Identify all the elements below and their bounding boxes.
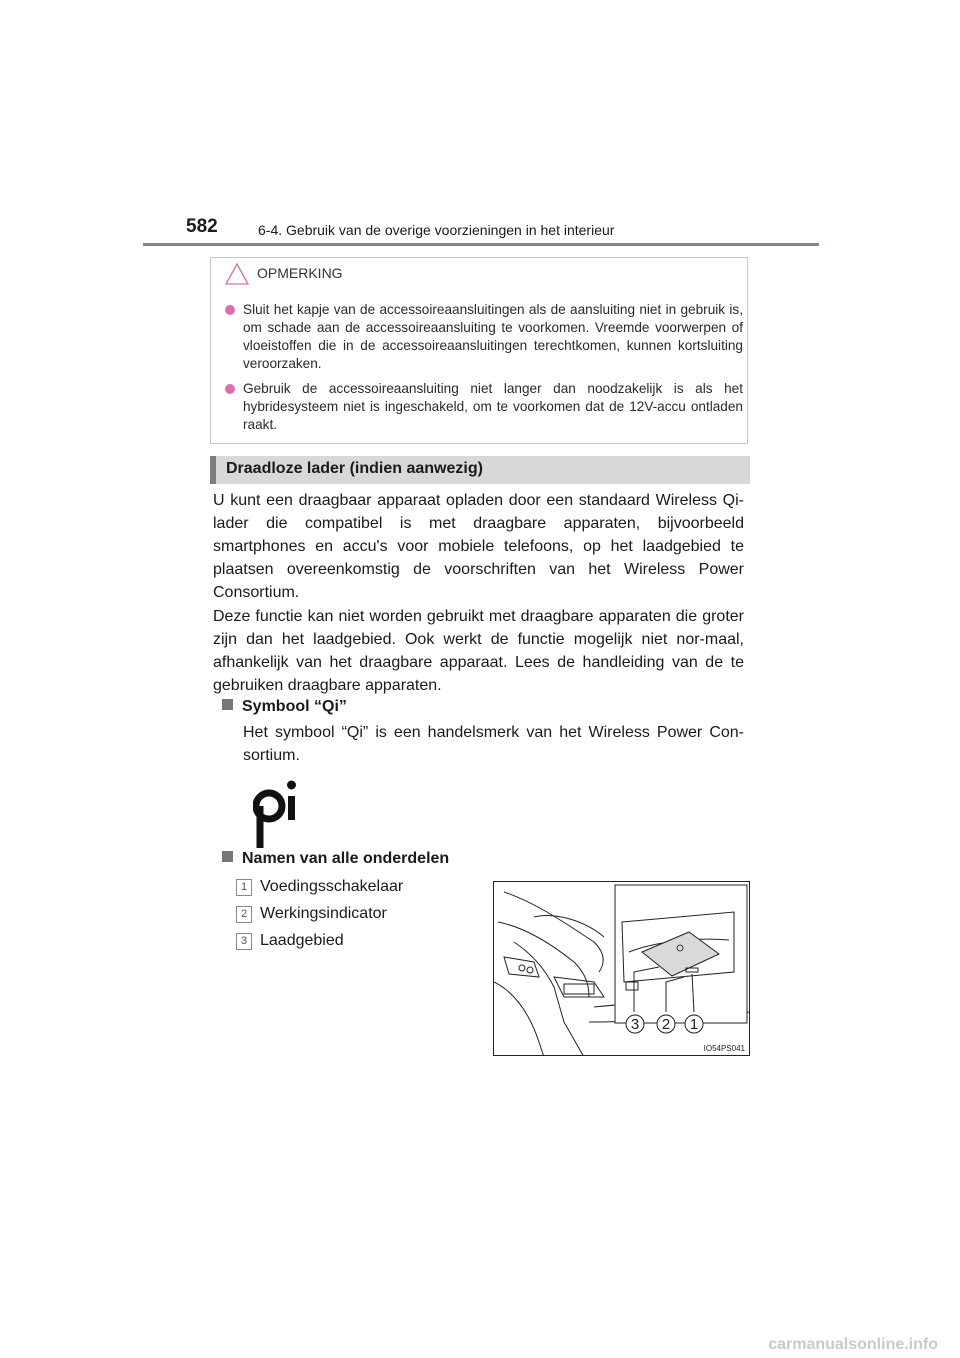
callout-label: 3 — [630, 1016, 640, 1033]
figure-code: IO54PS041 — [703, 1044, 745, 1053]
caution-title: OPMERKING — [257, 265, 343, 281]
caution-item-text: Sluit het kapje van de accessoireaansluitingen als de aansluiting niet in gebruik is, om schade aan de accessoireaansluiting te voorkomen. Vreemde voorwerpen of vloeistoffen die in de accessoireaansluitingen terechtkomen, kunnen kortsluiting veroorzaken. — [243, 302, 743, 371]
warning-triangle-icon — [224, 262, 250, 286]
caution-item — [225, 380, 743, 434]
bullet-dot-icon — [225, 384, 235, 394]
square-bullet-icon — [222, 851, 233, 862]
part-number: 2 — [236, 906, 252, 923]
section-heading-bar — [210, 456, 750, 484]
caution-list — [225, 301, 743, 441]
parts-heading-text: Namen van alle onderdelen — [242, 850, 450, 867]
page-number: 582 — [186, 216, 218, 237]
part-label: Voedingsschakelaar — [260, 878, 404, 895]
caution-item-text: Gebruik de accessoireaansluiting niet langer dan noodzakelijk is als het hybridesysteem niet is ingeschakeld, om te voorkomen dat de 12V-accu ontladen raakt. — [243, 381, 743, 432]
section-heading: Draadloze lader (indien aanwezig) — [226, 460, 483, 477]
watermark: carmanualsonline.info — [768, 1336, 938, 1353]
caution-item — [225, 301, 743, 373]
part-label: Laadgebied — [260, 932, 344, 949]
callout-label: 2 — [661, 1016, 671, 1033]
parts-heading — [222, 850, 449, 868]
qi-symbol-heading-text: Symbool “Qi” — [242, 698, 347, 715]
header-divider — [143, 243, 819, 246]
intro-paragraph: U kunt een draagbaar apparaat opladen door een standaard Wireless Qi-lader die compatibel is met draagbare apparaten, bijvoorbeeld smartphones en accu's voor mobiele telefoons, op het laadgebied te plaatsen overeenkomstig de voorschriften van het Wireless Power Consortium. — [213, 492, 744, 601]
part-number: 1 — [236, 879, 252, 896]
qi-logo-icon — [253, 780, 299, 850]
qi-symbol-text: Het symbool “Qi” is een handelsmerk van het Wireless Power Con-sortium. — [243, 724, 744, 764]
callout-label: 1 — [689, 1016, 699, 1033]
limitation-paragraph: Deze functie kan niet worden gebruikt met draagbare apparaten die groter zijn dan het laadgebied. Ook werkt de functie mogelijk niet nor-maal, afhankelijk van het draagbare apparaat. Lees de handleiding van de te gebruiken draagbare apparaten. — [213, 608, 744, 694]
wireless-charger-illustration — [493, 881, 750, 1056]
part-number: 3 — [236, 933, 252, 950]
part-label: Werkingsindicator — [260, 905, 387, 922]
bullet-dot-icon — [225, 305, 235, 315]
qi-symbol-heading — [222, 698, 347, 716]
console-drawing — [494, 882, 750, 1056]
caution-box — [210, 257, 748, 444]
section-header: 6-4. Gebruik van de overige voorzieningen in het interieur — [258, 222, 615, 238]
square-bullet-icon — [222, 699, 233, 710]
